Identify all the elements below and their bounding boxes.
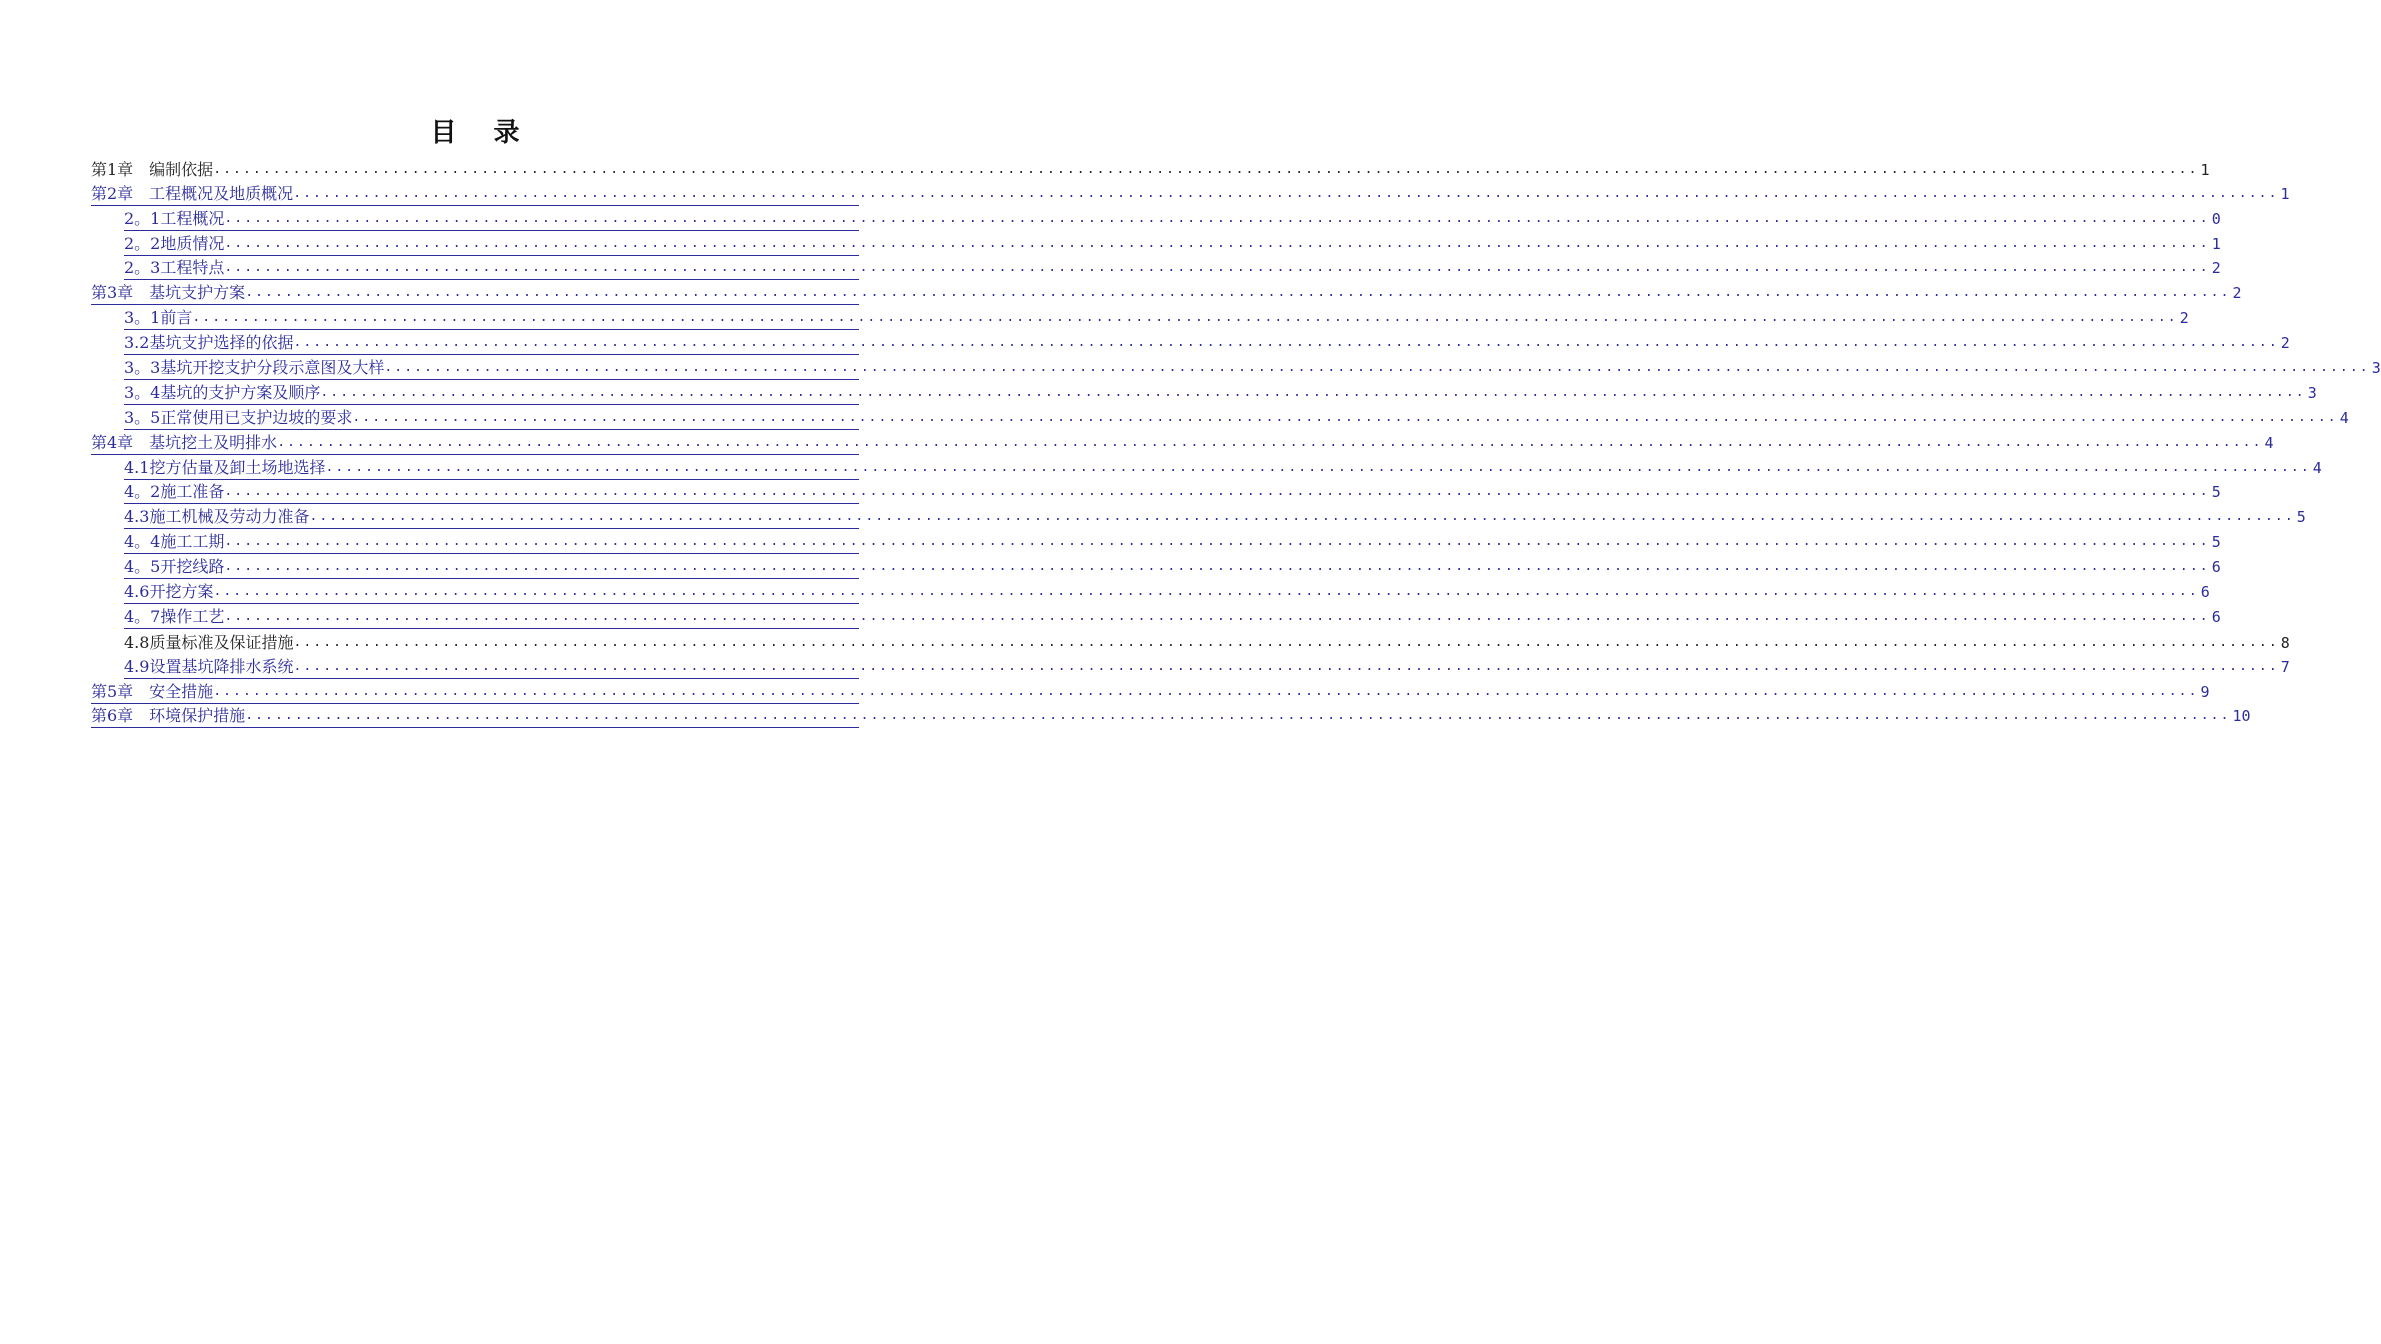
toc-entry[interactable]: [91, 280, 2242, 305]
toc-entry-line: [124, 233, 2221, 256]
toc-entry-line: [124, 507, 2306, 529]
toc-dot-leader: ........................................................................................................................................................................................................: [320, 384, 2306, 400]
toc-dot-leader: ........................................................................................................................................................................................................: [245, 285, 2231, 301]
toc-entry[interactable]: [91, 256, 2221, 281]
toc-entry[interactable]: [91, 455, 2322, 480]
toc-entry-label: 3.2基坑支护选择的依据: [124, 333, 294, 353]
toc-entry-label: 2。2地质情况: [124, 233, 225, 253]
toc-entry-page-number: 6: [2211, 607, 2221, 626]
toc-entry-line: [124, 457, 2322, 480]
toc-entry-page-number: 6: [2211, 558, 2221, 577]
toc-dot-leader: ........................................................................................................................................................................................................: [192, 310, 2178, 326]
toc-dot-leader: ........................................................................................................................................................................................................: [213, 683, 2199, 699]
toc-entry-page-number: 1: [2280, 184, 2290, 203]
toc-entry[interactable]: [91, 480, 2221, 505]
toc-entry-line: [124, 656, 2290, 679]
toc-entry-line: [124, 258, 2221, 280]
toc-entry-page-number: 1: [2211, 234, 2221, 253]
toc-dot-leader: ........................................................................................................................................................................................................: [224, 559, 2210, 575]
toc-entry-label: 第6章 环境保护措施: [91, 706, 246, 726]
toc-entry-label: 4。7操作工艺: [124, 606, 225, 626]
toc-entry-page-number: 2: [2232, 284, 2242, 303]
toc-entry[interactable]: [91, 355, 2381, 380]
toc-entry[interactable]: [91, 504, 2306, 529]
page-title: 目 录: [430, 118, 534, 148]
toc-entry-line: [124, 532, 2221, 554]
toc-entry-line: [124, 208, 2221, 231]
toc-entry-label: 4.3施工机械及劳动力准备: [124, 507, 310, 527]
toc-entry-line: [124, 557, 2221, 579]
toc-entry-line: [91, 283, 2242, 305]
toc-entry[interactable]: [91, 554, 2221, 579]
toc-entry-line: [124, 382, 2317, 405]
toc-entry[interactable]: [91, 704, 2251, 729]
toc-dot-leader: ........................................................................................................................................................................................................: [352, 409, 2338, 425]
toc-dot-leader: ........................................................................................................................................................................................................: [224, 260, 2210, 276]
toc-entry-line: [91, 432, 2274, 455]
table-of-contents: [91, 156, 2381, 728]
toc-entry-label: 4。5开挖线路: [124, 557, 225, 577]
toc-entry-label: 2。3工程特点: [124, 258, 225, 278]
toc-entry-label: 3。1前言: [124, 308, 193, 328]
toc-entry-label: 4.6开挖方案: [124, 582, 214, 602]
toc-dot-leader: ........................................................................................................................................................................................................: [224, 235, 2210, 251]
toc-entry-line: [124, 582, 2210, 604]
toc-entry[interactable]: [91, 529, 2221, 554]
toc-entry-line: [124, 333, 2290, 355]
toc-entry-page-number: 3: [2371, 359, 2381, 378]
toc-entry-page-number: 1: [2200, 160, 2210, 179]
toc-entry-page-number: 4: [2264, 433, 2274, 452]
toc-dot-leader: ........................................................................................................................................................................................................: [277, 434, 2263, 450]
toc-entry-page-number: 9: [2200, 682, 2210, 701]
toc-dot-leader: ........................................................................................................................................................................................................: [293, 185, 2279, 201]
toc-entry[interactable]: [91, 430, 2274, 455]
toc-dot-leader: ........................................................................................................................................................................................................: [224, 608, 2210, 624]
toc-entry-line: [91, 159, 2210, 181]
toc-entry-page-number: 2: [2211, 259, 2221, 278]
toc-entry[interactable]: [91, 305, 2189, 330]
toc-entry-label: 4.8质量标准及保证措施: [124, 632, 294, 652]
toc-entry-page-number: 4: [2312, 458, 2322, 477]
toc-entry-label: 2。1工程概况: [124, 208, 225, 228]
toc-dot-leader: ........................................................................................................................................................................................................: [309, 509, 2295, 525]
toc-entry-label: 第2章 工程概况及地质概况: [91, 183, 294, 203]
toc-dot-leader: ........................................................................................................................................................................................................: [384, 360, 2370, 376]
toc-entry-page-number: 5: [2211, 483, 2221, 502]
toc-entry-line: [124, 606, 2221, 629]
toc-entry[interactable]: [91, 405, 2349, 430]
toc-entry-label: 第1章 编制依据: [91, 159, 214, 179]
toc-entry[interactable]: [91, 654, 2290, 679]
toc-entry-label: 4.9设置基坑降排水系统: [124, 656, 294, 676]
toc-entry: [91, 156, 2210, 181]
toc-entry-page-number: 2: [2280, 334, 2290, 353]
toc-entry-line: [91, 183, 2290, 206]
toc-entry-line: [91, 681, 2210, 704]
toc-entry-page-number: 7: [2280, 657, 2290, 676]
toc-entry[interactable]: [91, 604, 2221, 629]
toc-entry[interactable]: [91, 206, 2221, 231]
toc-dot-leader: ........................................................................................................................................................................................................: [293, 658, 2279, 674]
toc-entry-line: [124, 358, 2381, 380]
toc-dot-leader: ........................................................................................................................................................................................................: [224, 484, 2210, 500]
toc-entry[interactable]: [91, 579, 2210, 604]
toc-entry-page-number: 3: [2307, 383, 2317, 402]
toc-entry: [91, 629, 2290, 654]
toc-entry-label: 4.1挖方估量及卸土场地选择: [124, 457, 326, 477]
toc-entry[interactable]: [91, 679, 2210, 704]
toc-entry-page-number: 10: [2232, 707, 2251, 726]
toc-entry-label: 第3章 基坑支护方案: [91, 283, 246, 303]
toc-entry-label: 4。4施工工期: [124, 532, 225, 552]
toc-dot-leader: ........................................................................................................................................................................................................: [293, 335, 2279, 351]
toc-dot-leader: ........................................................................................................................................................................................................: [325, 459, 2311, 475]
toc-entry[interactable]: [91, 380, 2317, 405]
toc-entry-label: 3。3基坑开挖支护分段示意图及大样: [124, 358, 385, 378]
toc-entry-page-number: 8: [2280, 633, 2290, 652]
toc-entry-label: 4。2施工准备: [124, 482, 225, 502]
toc-entry-label: 第4章 基坑挖土及明排水: [91, 432, 278, 452]
toc-dot-leader: ........................................................................................................................................................................................................: [213, 161, 2199, 177]
toc-dot-leader: ........................................................................................................................................................................................................: [224, 210, 2210, 226]
toc-entry[interactable]: [91, 181, 2290, 206]
toc-entry-line: [124, 407, 2349, 430]
toc-entry-page-number: 6: [2200, 583, 2210, 602]
toc-dot-leader: ........................................................................................................................................................................................................: [213, 584, 2199, 600]
toc-entry-line: [124, 632, 2290, 654]
toc-entry-line: [91, 706, 2251, 728]
toc-entry-label: 3。4基坑的支护方案及顺序: [124, 382, 321, 402]
toc-entry-page-number: 0: [2211, 209, 2221, 228]
toc-dot-leader: ........................................................................................................................................................................................................: [224, 534, 2210, 550]
toc-entry-label: 3。5正常使用已支护边坡的要求: [124, 407, 353, 427]
toc-entry-page-number: 5: [2211, 533, 2221, 552]
toc-entry-page-number: 4: [2339, 408, 2349, 427]
toc-dot-leader: ........................................................................................................................................................................................................: [245, 708, 2231, 724]
toc-entry-page-number: 2: [2179, 309, 2189, 328]
toc-entry[interactable]: [91, 330, 2290, 355]
toc-entry-line: [124, 482, 2221, 504]
toc-entry-page-number: 5: [2296, 508, 2306, 527]
toc-entry-line: [124, 308, 2189, 330]
toc-entry-label: 第5章 安全措施: [91, 681, 214, 701]
toc-entry[interactable]: [91, 231, 2221, 256]
toc-dot-leader: ........................................................................................................................................................................................................: [293, 634, 2279, 650]
